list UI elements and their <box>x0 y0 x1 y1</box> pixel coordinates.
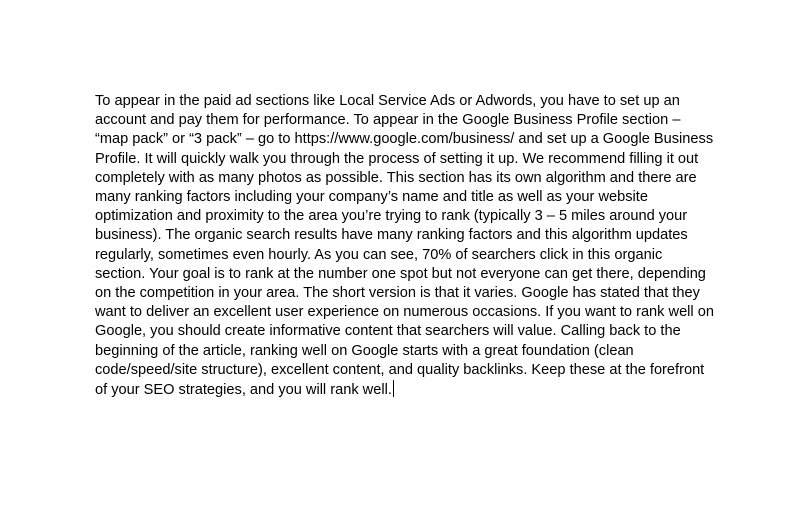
text-line: many ranking factors including your company’s name and title as well as your website <box>95 189 648 206</box>
text-line: on the competition in your area. The short version is that it varies. Google has stated that they <box>95 285 700 302</box>
text-line: Profile. It will quickly walk you through the process of setting it up. We recommend filling it out <box>95 150 699 167</box>
text-line: section. Your goal is to rank at the number one spot but not everyone can get there, depending <box>95 265 706 282</box>
text-line: regularly, sometimes even hourly. As you can see, 70% of searchers click in this organic <box>95 246 663 263</box>
text-line: beginning of the article, ranking well on Google starts with a great foundation (clean <box>95 342 634 359</box>
text-line: account and pay them for performance. To appear in the Google Business Profile section – <box>95 112 681 129</box>
text-line: code/speed/site structure), excellent content, and quality backlinks. Keep these at the forefront <box>95 361 705 378</box>
text-line: want to deliver an excellent user experience on numerous occasions. If you want to rank well on <box>95 304 714 321</box>
text-line: business). The organic search results have many ranking factors and this algorithm updates <box>95 227 688 244</box>
text-line: Google, you should create informative content that searchers will value. Calling back to the <box>95 323 681 340</box>
text-line: completely with as many photos as possible. This section has its own algorithm and there are <box>95 169 697 186</box>
document-body[interactable] <box>95 92 714 400</box>
text-line: optimization and proximity to the area you’re trying to rank (typically 3 – 5 miles around your <box>95 208 688 225</box>
text-cursor <box>393 380 395 397</box>
text-line: To appear in the paid ad sections like Local Service Ads or Adwords, you have to set up an <box>95 93 680 109</box>
text-line: of your SEO strategies, and you will rank well. <box>95 380 714 400</box>
text-line: “map pack” or “3 pack” – go to https://www.google.com/business/ and set up a Google Business <box>95 131 714 148</box>
